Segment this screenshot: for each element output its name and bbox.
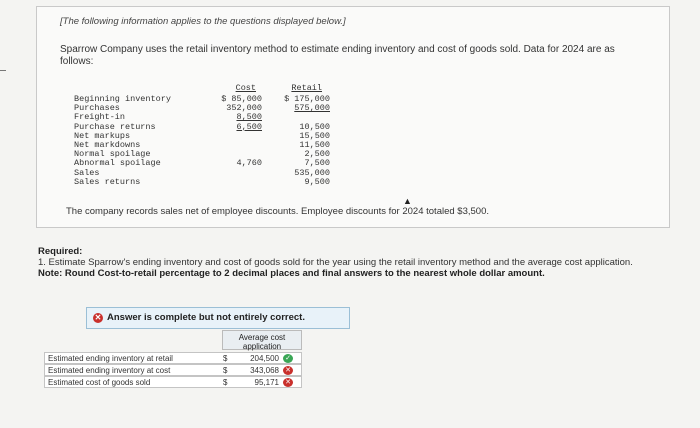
answer-label: Estimated ending inventory at cost [48,366,171,375]
answer-row [44,364,302,376]
cost-header: Cost [235,83,256,93]
retail-value: 11,500 [299,140,330,150]
dollar-sign: $ [223,366,228,375]
answer-status-banner [86,307,350,329]
retail-value: 9,500 [304,176,330,187]
retail-value: 7,500 [304,158,330,169]
row-label: Sales returns [74,176,141,187]
row-label: Normal spoilage [74,149,151,160]
cursor-icon: ▲ [403,196,412,206]
intro-text: [The following information applies to the questions displayed below.] [60,16,346,27]
problem-paragraph: Sparrow Company uses the retail inventory method to estimate ending inventory and cost of goods sold. Data for 2024 are as follows: [60,44,615,67]
answer-label: Estimated cost of goods sold [48,378,151,387]
required-note: Note: Round Cost-to-retail percentage to 2 decimal places and final answers to the nearest whole dollar amount. [38,268,545,279]
banner-text: Answer is complete but not entirely correct. [107,312,305,323]
retail-value: 15,500 [299,130,330,141]
incorrect-icon: ✕ [283,366,293,375]
edge-mark [0,70,6,71]
row-label: Abnormal spoilage [74,158,161,169]
retail-value: 2,500 [304,149,330,160]
cost-value: $ 85,000 [221,94,262,104]
retail-value: 575,000 [294,103,330,114]
cost-value: 6,500 [236,121,262,132]
retail-header: Retail [291,83,322,93]
dollar-sign: $ [223,378,228,387]
answer-input[interactable]: 343,068 [250,366,279,375]
cost-value: 8,500 [236,112,262,123]
incorrect-icon: ✕ [283,378,293,387]
row-label: Net markups [74,130,131,141]
row-label: Net markdowns [74,140,141,150]
incorrect-icon: ✕ [94,313,102,322]
row-label: Purchase returns [74,121,156,132]
row-label: Freight-in [74,112,126,123]
required-heading: Required: [38,246,83,257]
data-table-row [74,178,344,188]
answer-input[interactable]: 204,500 [250,354,279,363]
row-label: Purchases [74,103,120,114]
answer-column-header: Average cost application [222,330,302,350]
retail-value: 10,500 [299,121,330,132]
answer-row [44,352,302,364]
row-label: Beginning inventory [74,94,171,104]
check-icon: ✓ [283,354,293,363]
required-item: 1. Estimate Sparrow's ending inventory and cost of goods sold for the year using the retail inventory method and the average cost application. [38,257,633,268]
retail-value: 535,000 [294,167,330,178]
required-section [38,246,658,279]
answer-label: Estimated ending inventory at retail [48,354,173,363]
cost-value: 4,760 [236,158,262,169]
answer-input[interactable]: 95,171 [254,378,279,387]
answer-row [44,376,302,388]
answer-table [44,330,302,394]
discount-note: The company records sales net of employee discounts. Employee discounts for 2024 totaled $3,500. [66,206,489,217]
retail-value: $ 175,000 [284,94,330,104]
cost-value: 352,000 [226,103,262,114]
row-label: Sales [74,167,100,178]
data-table-header [74,84,344,94]
dollar-sign: $ [223,354,228,363]
